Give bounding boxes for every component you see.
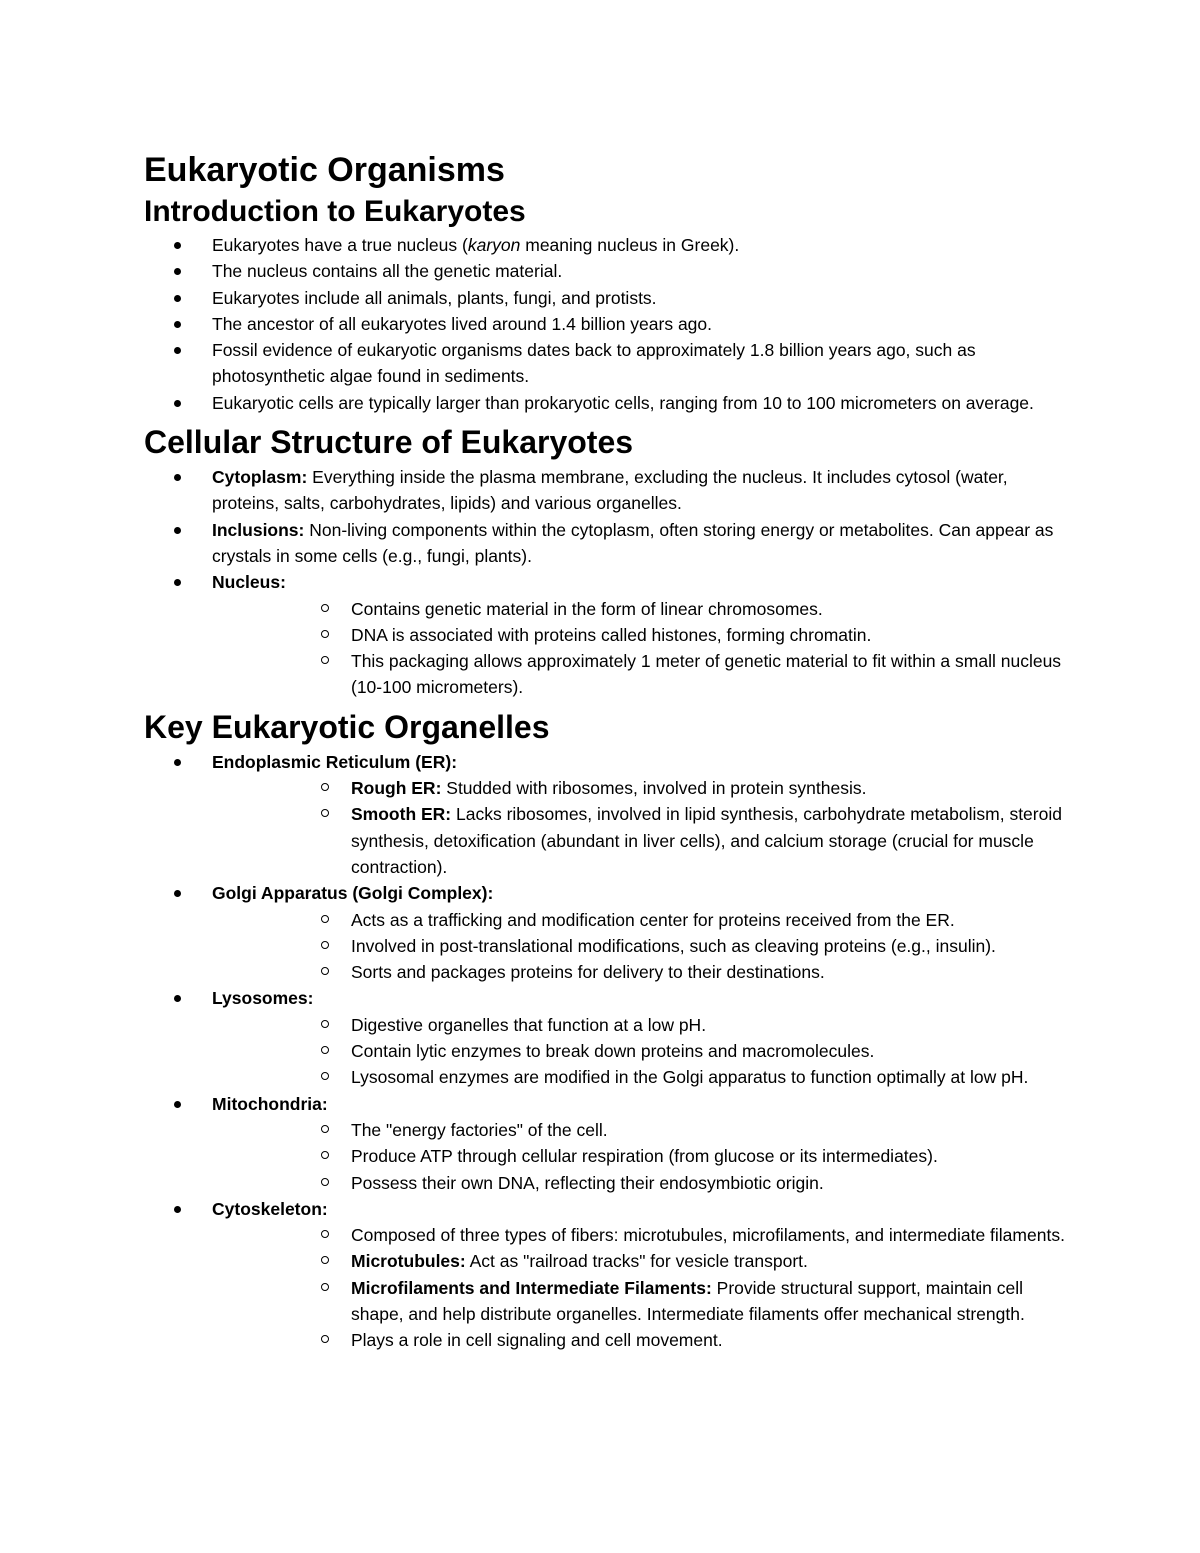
list-item: Cytoskeleton: Composed of three types of fibers: microtubules, microfilaments, and intermediate filaments. Microtubules: Act as "railroad tracks" for vesicle transport. Microfilaments and Intermediate Filaments: Provide structural support, maintain cell shape, and help distribute organelles. Intermediate filaments offer mechanical strength. Plays a role in cell signaling and cell movement. <box>144 1196 1074 1354</box>
sub-list-item: Produce ATP through cellular respiration (from glucose or its intermediates). <box>351 1146 938 1167</box>
sub-list-item: This packaging allows approximately 1 meter of genetic material to fit within a small nucleus (10-100 micrometers). <box>351 651 1062 698</box>
document-title: Eukaryotic Organisms <box>144 151 505 189</box>
list-item: Eukaryotic cells are typically larger than prokaryotic cells, ranging from 10 to 100 micrometers on average. <box>212 392 1034 413</box>
sub-list-item: Acts as a trafficking and modification center for proteins received from the ER. <box>351 909 955 930</box>
sub-list-item: The "energy factories" of the cell. <box>351 1119 608 1140</box>
list-item: Fossil evidence of eukaryotic organisms dates back to approximately 1.8 billion years ago, such as photosynthetic algae found in sediments. <box>212 340 976 387</box>
list-item: Eukaryotes include all animals, plants, fungi, and protists. <box>212 287 657 308</box>
sub-list-item: Microfilaments and Intermediate Filaments: Provide structural support, maintain cell shape, and help distribute organelles. Intermediate filaments offer mechanical strength. <box>351 1277 1025 1324</box>
list-item: Cytoplasm: Everything inside the plasma membrane, excluding the nucleus. It includes cytosol (water, proteins, salts, carbohydrates, lipids) and various organelles. <box>212 467 1008 514</box>
document-page <box>144 148 1074 1354</box>
sub-list-item: Composed of three types of fibers: microtubules, microfilaments, and intermediate filaments. <box>351 1225 1065 1246</box>
sub-list-item: Involved in post-translational modifications, such as cleaving proteins (e.g., insulin). <box>351 935 996 956</box>
section-heading-organelles: Key Eukaryotic Organelles <box>144 708 550 745</box>
sub-list-item: Contains genetic material in the form of linear chromosomes. <box>351 598 823 619</box>
list-item: Golgi Apparatus (Golgi Complex): Acts as a trafficking and modification center for proteins received from the ER. Involved in post-translational modifications, such as cleaving proteins (e.g., insulin). Sorts and packages proteins for delivery to their destinations. <box>144 880 1074 985</box>
golgi-sublist <box>280 907 1074 986</box>
list-item: Inclusions: Non-living components within the cytoplasm, often storing energy or metabolites. Can appear as crystals in some cells (e.g., fungi, plants). <box>212 519 1054 566</box>
list-item: Nucleus: Contains genetic material in the form of linear chromosomes. DNA is associated with proteins called histones, forming chromatin. This packaging allows approximately 1 meter of genetic material to fit within a small nucleus (10-100 micrometers). <box>144 569 1074 700</box>
sub-list-item: Contain lytic enzymes to break down proteins and macromolecules. <box>351 1041 875 1062</box>
intro-list <box>144 232 1074 416</box>
lysosomes-sublist <box>280 1012 1074 1091</box>
list-item: The nucleus contains all the genetic material. <box>212 261 563 282</box>
list-item: Mitochondria: The "energy factories" of the cell. Produce ATP through cellular respiration (from glucose or its intermediates). Possess their own DNA, reflecting their endosymbiotic origin. <box>144 1091 1074 1196</box>
sub-list-item: Microtubules: Act as "railroad tracks" for vesicle transport. <box>351 1251 808 1272</box>
sub-list-item: Digestive organelles that function at a low pH. <box>351 1014 707 1035</box>
structure-list <box>144 464 1074 701</box>
sub-list-item: Plays a role in cell signaling and cell movement. <box>351 1330 723 1351</box>
section-heading-intro: Introduction to Eukaryotes <box>144 195 526 228</box>
sub-list-item: DNA is associated with proteins called histones, forming chromatin. <box>351 624 872 645</box>
sub-list-item: Possess their own DNA, reflecting their endosymbiotic origin. <box>351 1172 824 1193</box>
sub-list-item: Lysosomal enzymes are modified in the Golgi apparatus to function optimally at low pH. <box>351 1067 1029 1088</box>
sub-list-item: Smooth ER: Lacks ribosomes, involved in lipid synthesis, carbohydrate metabolism, steroid synthesis, detoxification (abundant in liver cells), and calcium storage (crucial for muscle contraction). <box>351 804 1062 877</box>
er-sublist <box>280 775 1074 880</box>
list-item: The ancestor of all eukaryotes lived around 1.4 billion years ago. <box>212 313 713 334</box>
sub-list-item: Rough ER: Studded with ribosomes, involved in protein synthesis. <box>351 778 867 799</box>
list-item: Eukaryotes have a true nucleus (karyon meaning nucleus in Greek). <box>212 235 740 255</box>
list-item: Lysosomes: Digestive organelles that function at a low pH. Contain lytic enzymes to break down proteins and macromolecules. Lysosomal enzymes are modified in the Golgi apparatus to function optimally at low pH. <box>144 985 1074 1090</box>
sub-list-item: Sorts and packages proteins for delivery to their destinations. <box>351 962 825 983</box>
list-item: Endoplasmic Reticulum (ER): Rough ER: Studded with ribosomes, involved in protein synthesis. Smooth ER: Lacks ribosomes, involved in lipid synthesis, carbohydrate metabolism, steroid synthesis, detoxification (abundant in liver cells), and calcium storage (crucial for muscle contraction). <box>144 749 1074 880</box>
mitochondria-sublist <box>280 1117 1074 1196</box>
section-heading-structure: Cellular Structure of Eukaryotes <box>144 424 634 461</box>
nucleus-sublist <box>280 596 1074 701</box>
organelles-list <box>144 749 1074 1354</box>
cytoskeleton-sublist <box>280 1222 1074 1353</box>
